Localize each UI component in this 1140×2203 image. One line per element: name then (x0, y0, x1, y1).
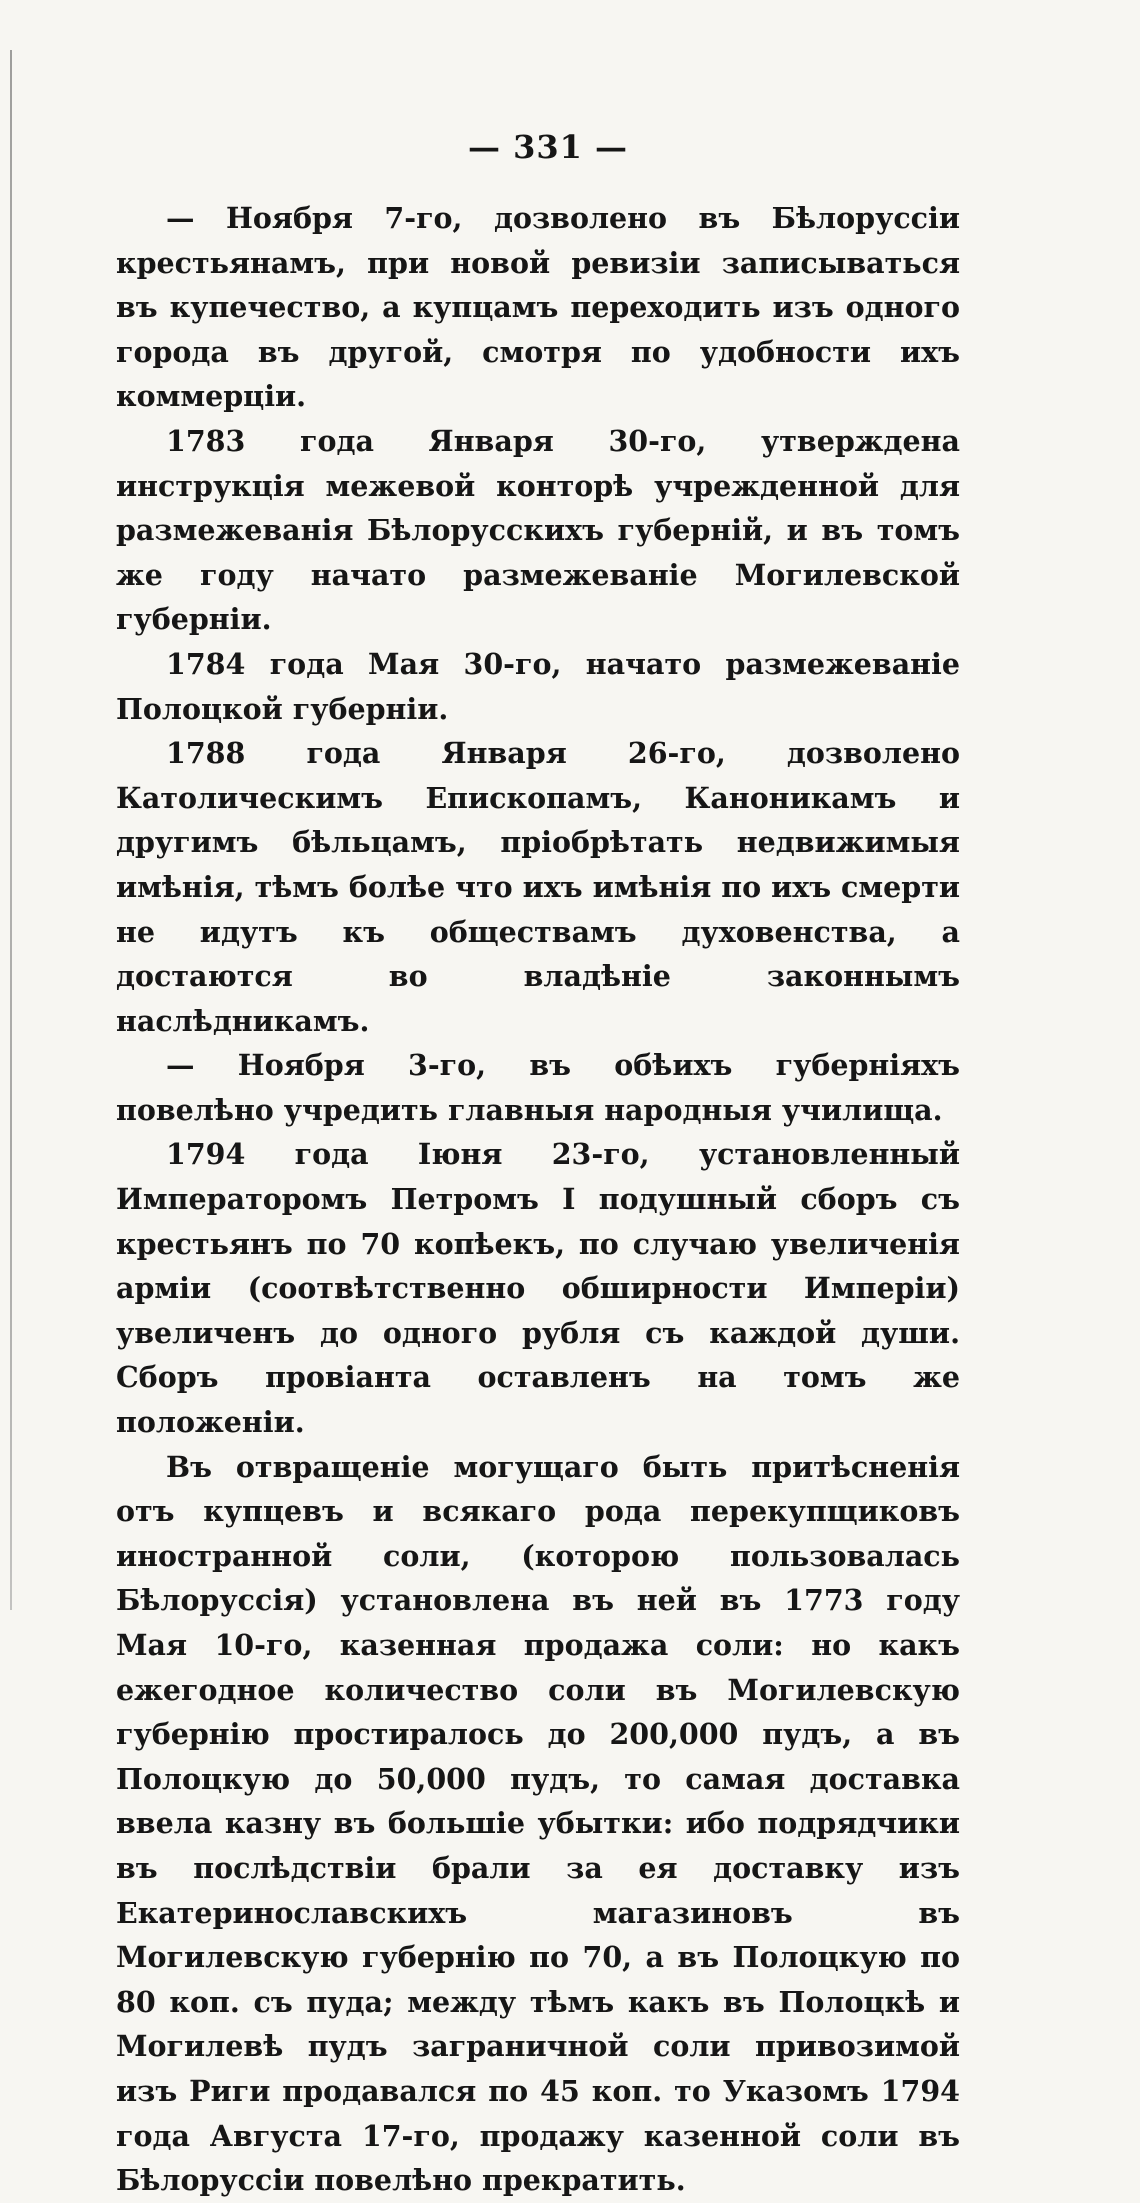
paragraph-6: 1794 года Іюня 23-го, установленный Императоромъ Петромъ I подушный сборъ съ крестьянъ по 70 копѣекъ, по случаю увеличенія арміи (соотвѣтственно обширности Имперіи) увеличенъ до одного рубля съ каждой души. Сборъ провіанта оставленъ на томъ же положеніи. (116, 1137, 960, 1440)
page-number: — 331 — (467, 128, 629, 166)
book-page (116, 128, 960, 2203)
paragraph-4: 1788 года Января 26-го, дозволено Католическимъ Епископамъ, Каноникамъ и другимъ бѣльцамъ, пріобрѣтать недвижимыя имѣнія, тѣмъ болѣе что ихъ имѣнія по ихъ смерти не идутъ къ обществамъ духовенства, а достаются во владѣніе законнымъ наслѣдникамъ. (116, 736, 960, 1038)
scan-edge-line (10, 50, 12, 1610)
paragraph-1: — Ноября 7-го, дозволено въ Бѣлоруссіи крестьянамъ, при новой ревизіи записываться въ купечество, а купцамъ переходить изъ одного города въ другой, смотря по удобности ихъ коммерціи. (116, 201, 960, 414)
paragraph-5: — Ноября 3-го, въ обѣихъ губерніяхъ повелѣно учредить главныя народныя училища. (116, 1048, 960, 1127)
paragraph-2: 1783 года Января 30-го, утверждена инструкція межевой конторѣ учрежденной для размежеванія Бѣлорусскихъ губерній, и въ томъ же году начато размежеваніе Могилевской губерніи. (116, 423, 960, 637)
paragraph-7: Въ отвращеніе могущаго быть притѣсненія отъ купцевъ и всякаго рода перекупщиковъ иностранной соли, (которою пользовалась Бѣлоруссія) установлена въ ней въ 1773 году Мая 10-го, казенная продажа соли: но какъ ежегодное количество соли въ Могилевскую губернію простиралось до 200,000 пудъ, а въ Полоцкую до 50,000 пудъ, то самая доставка ввела казну въ большіе убытки: ибо подрядчики въ послѣдствіи брали за ея доставку изъ Екатеринославскихъ магазиновъ въ Могилевскую губернію по 70, а въ Полоцкую по 80 коп. съ пуда; между тѣмъ какъ въ Полоцкѣ и Могилевѣ пудъ заграничной соли привозимой изъ Риги продавался по 45 коп. то Указомъ 1794 года Августа 17-го, продажу казенной соли въ Бѣлоруссіи повелѣно прекратить. (116, 1449, 960, 2198)
paragraph-3: 1784 года Мая 30-го, начато размежеваніе Полоцкой губерніи. (116, 646, 960, 726)
